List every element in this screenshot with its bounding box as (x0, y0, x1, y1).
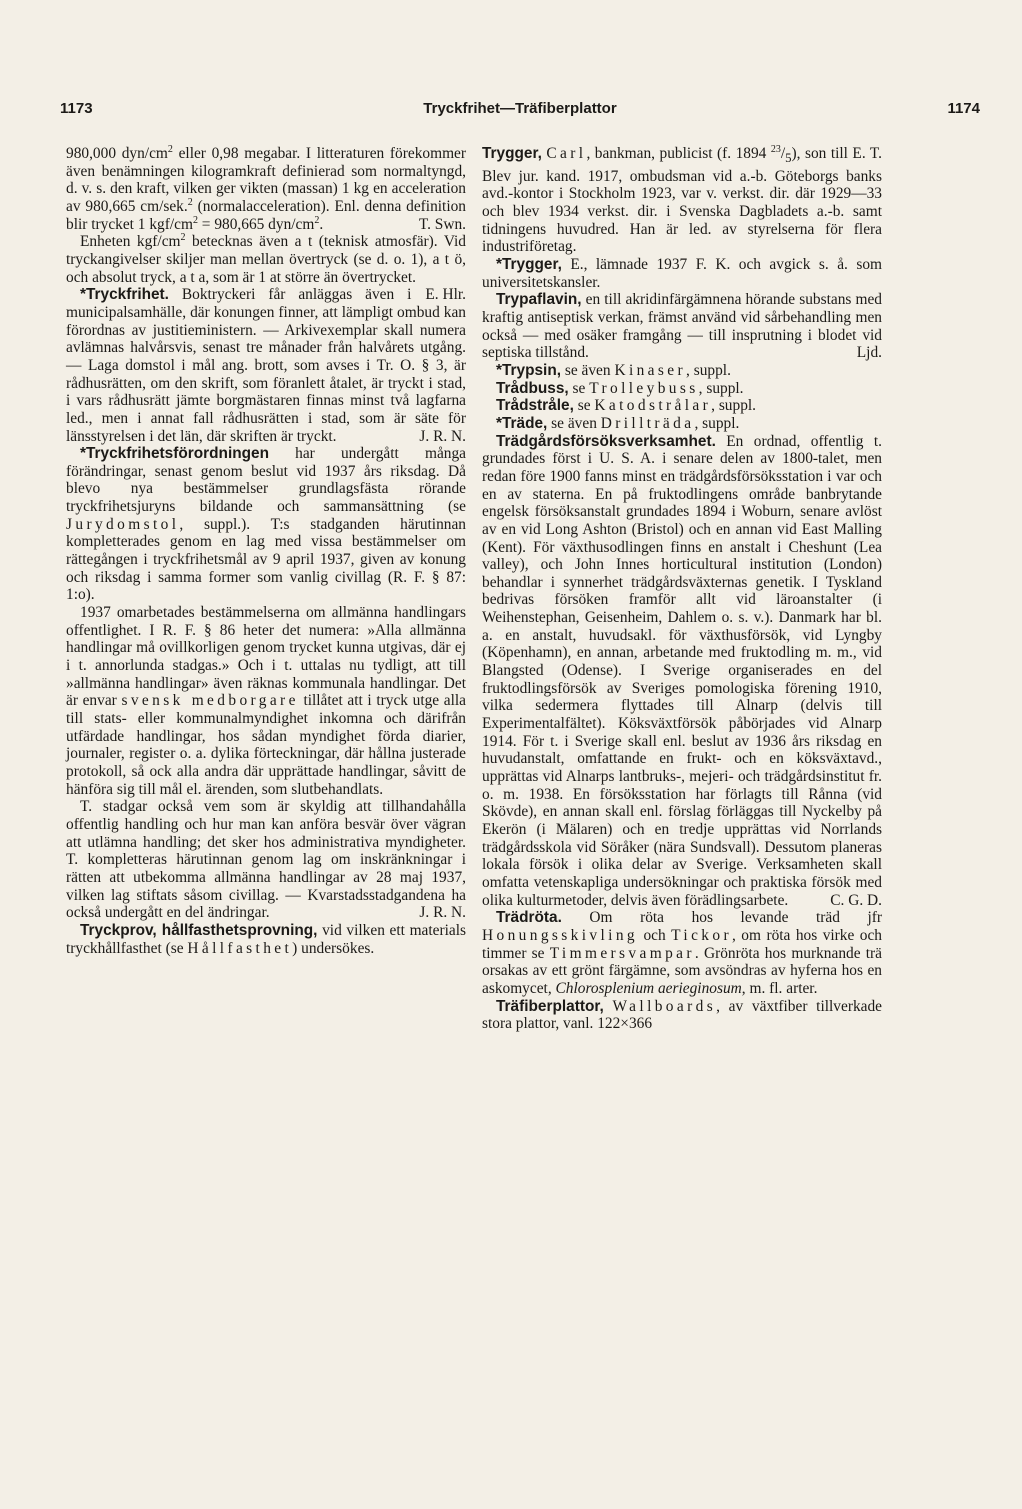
cross-reference: Timmersvampar (549, 944, 695, 962)
entry-tryck-continuation: 980,000 dyn/$cm^2$ eller 0,98 megabar. I litteraturen förekommer även benämningen kilogramkraft definierad som normaltyngd, d. v. s. den kraft, vilken ger vikten (massan) 1 kg en acceleration av 980,665 cm/sek.$^2$ (normalacceleration). Enl. denna definition blir trycket 1 kgf/$cm^2 = 980,665$ dyn/$cm^2$. T. Swn. (66, 143, 466, 233)
headword: *Träde, (496, 414, 548, 432)
headword: *Tryckfrihet. (80, 286, 169, 304)
headword: Träfiberplattor, (496, 997, 604, 1015)
headword: Trädgårdsförsöksverksamhet. (496, 432, 716, 450)
right-column (482, 145, 882, 1033)
headword: Trygger, (482, 145, 542, 162)
cross-reference: Kinaser (614, 361, 687, 379)
entry-tradgardsforsoksverksamhet: Trädgårdsförsöksverksamhet. En ordnad, offentlig t. grundades först i U. S. A. i senare delen av 1800-talet, men redan före 1900 fanns minst en trädgårdsförsöksstation i var och en av staterna. En på fruktodlingens område banbrytande engelsk försöksanstalt grundades 1894 i Woburn, senare avlöst av en vid Long Ashton (Bristol) och en annan vid East Malling (Kent). För växthusodlingen finns en anstalt i Cheshunt (Lea valley), och John Innes horticultural institution (London) behandlar i synnerhet trädgårdsväxternas genetik. I Tyskland bedrivas försöken framför allt vid läroanstalter (i Weihenstephan, Geisenheim, Dahlem o. s. v.). Danmark har bl. a. en anstalt, huvudsakl. för växthusförsök, vid Lyngby (Köpenhamn), en annan, arbetande med fruktodling m. m., vid Blangsted (Odense). I Sverige organiserades en del fruktodlingsförsök av Sveriges pomologiska förening 1910, vilka sedermera flyttades till Alnarp (delvis till Experimentalfältet). Köksväxtförsök påbörjades vid Alnarp 1914. För t. i Sverige skall enl. beslut av 1936 års riksdag en huvudanstalt, omfattande en frukt- och en köksväxtavd., upprättas vid Alnarps lantbruks-, mejeri- och trädgårdsinstitut fr. o. m. 1938. En försöksstation har förlagts till Rånna (vid Skövde), en annan skall enl. förslag förläggas till Nyckelby på Ekerön (i Mälaren) och en tredje upprättas vid Norrlands trädgårdsskola vid Söråker (nära Sundsvall). Dessutom planeras lokala försök i olika delar av Sverige. Verksamheten skall omfatta vetenskapliga undersökningar och praktiska försök med olika kulturmetoder, delvis även förädlingsarbete. C. G. D. (482, 432, 882, 909)
cross-reference: Honungsskivling (482, 926, 638, 944)
page-header (60, 100, 980, 120)
cross-reference: Trolleybuss (589, 379, 699, 397)
headword: Trådbuss, (496, 379, 569, 397)
spaced-text: Wallboards (612, 997, 717, 1015)
entry-tradrota: Trädröta. Om röta hos levande träd jfr Honungsskivling och Tickor, om röta hos virke och timmer se Timmersvampar. Grönröta hos murknande trä orsakas av ett grönt färgämne, som avsöndras av hyferna hos en askomycet, Chlorosplenium aerieginosum, m. fl. arter. (482, 909, 883, 997)
signature: T. Swn. (418, 215, 466, 233)
left-column (66, 145, 466, 957)
spaced-text: svensk medborgare (121, 692, 299, 710)
cross-reference: Jurydomstol (66, 515, 180, 533)
entry-tryckprov: Tryckprov, hållfasthetsprovning, vid vilken ett materials tryckhållfasthet (se Hållfasthet) undersökes. (66, 921, 466, 957)
entry-trafiberplattor: Träfiberplattor, Wallboards, av växtfiber tillverkade stora plattor, vanl. 122×366 (482, 997, 882, 1033)
entry-tradbuss: Trådbuss, se Trolleybuss, suppl. (496, 379, 744, 397)
headword: *Trypsin, (496, 361, 562, 379)
headword: *Tryckfrihetsförordningen (80, 445, 269, 463)
headword: Trädröta. (496, 909, 562, 927)
page-number-right: 1174 (947, 100, 980, 117)
headword: Trypaflavin, (496, 291, 582, 309)
entry-trypaflavin: Trypaflavin, en till akridinfärgämnena hörande substans med kraftig antiseptisk verkan, främst använd vid sårbehandling men också — med osäker framgång — till insprutning i blodet vid septiska tillstånd. Ljd. (482, 291, 882, 362)
entry-trypsin: *Trypsin, se även Kinaser, suppl. (496, 361, 731, 379)
signature: J. R. N. (419, 427, 466, 445)
entry-paragraph: T. stadgar också vem som är skyldig att tillhandahålla offentlig handling och hur man kan anföra besvär över vägran att utlämna handling; det sker hos administrativa myndigheter. T. kompletteras härutinnan genom lag om inskränkningar i rätten att utbekomma allmänna handlingar av 28 maj 1937, vilken lag stiftats såsom civillag. — Kvarstadsstadgandena ha också undergått en del ändringar. J. R. N. (66, 798, 466, 922)
entry-trade: *Träde, se även Drillträda, suppl. (496, 414, 740, 432)
entry-trygger-carl: Trygger, Carl, bankman, publicist (f. 1894 $^{23}/_5$), son till E. T. Blev jur. kand. 1917, ombudsman vid a.-b. Göteborgs banks avd.-kontor i Stockholm 1923, var v. verkst. dir. där 1929—33 och blev 1934 verkst. dir. i Svenska Dagbladets a.-b. samt tidningens huvudred. Han är led. av styrelserna för flera industriföretag. (482, 143, 882, 256)
page-number-left: 1173 (60, 100, 93, 117)
cross-reference: Hållfasthet (187, 939, 293, 957)
headword: Trådstråle, (496, 397, 574, 415)
cross-reference: Drillträda (600, 414, 695, 432)
entry-paragraph: 1937 omarbetades bestämmelserna om allmänna handlingars offentlighet. I R. F. § 86 heter det numera: »Alla allmänna handlingar må ovillkorligen genom trycket kunna utgivas, där ej i t. annorlunda stadgas.» Och i t. uttalas nu tydligt, att till »allmänna handlingar» även räknas kommunala handlingar. Det är envar svensk medborgare tillåtet att i tryck utge alla till stats- eller kommunalmyndighet inkomna och därifrån utfärdade handlingar, hos sådan myndighet förda diarier, journaler, register o. a. dylika förteckningar, där hållna justerade protokoll, så ock alla andra där upprättade handlingar, såvitt de hänföra sig till mål el. ärenden, som slutbehandlats. (66, 604, 466, 798)
entry-tradstrale: Trådstråle, se Katodstrålar, suppl. (496, 397, 757, 415)
entry-tryckfrihetsforordningen: *Tryckfrihetsförordningen har undergått många förändringar, senast genom beslut vid 1937 års riksdag. Då blevo nya bestämmelser grundlagsfästa rörande tryckfrihetsjuryns bildande och sammansättning (se Jurydomstol, suppl.). T:s stadganden härutinnan kompletterades genom en lag med vissa bestämmelser om rättegången i tryckfrihetsmål av 9 april 1937, given av konung och riksdag i samma former som vanlig civillag (R. F. § 87: 1:o). (66, 445, 466, 604)
spaced-name: Carl (546, 145, 587, 162)
entry-tryckfrihet: *Tryckfrihet. Boktryckeri får anläggas även i municipalsamhälle, där konungen finner, att lämpligt ombud kan förordnas av justitieministern. — Arkivexemplar skall numera avlämnas halvårsvis, senast tre månader från halvårets utgång. — Laga domstol i mål ang. brott, som avses i Tr. O. § 3, är rådhusrätten, om den skrift, som föranlett åtalet, är tryckt i stad, i vars rådhusrätt jämte borgmästaren finnas minst två lagfarna led., men i annat fall rådhusrätten i stad, som är säte för länsstyrelsen i det län, där skriften är tryckt. J. R. N. (66, 286, 466, 445)
headword: Tryckprov, hållfasthetsprovning, (80, 921, 318, 939)
cross-reference: Katodstrålar (594, 397, 712, 415)
species-name: Chlorosplenium aerieginosum (555, 979, 742, 997)
headword: *Trygger, (496, 256, 562, 274)
signature: J. R. N. (419, 904, 466, 922)
cross-reference: Tickor (671, 926, 732, 944)
signature: C. G. D. (830, 891, 882, 909)
entry-trygger-e: *Trygger, E., lämnade 1937 F. K. och avgick s. å. som universitetskansler. (482, 256, 882, 291)
running-title: Tryckfrihet—Träfiberplattor (423, 100, 617, 117)
signature: Ljd. (856, 344, 882, 362)
signature: E. Hlr. (425, 286, 466, 304)
entry-tryck-at: Enheten kgf/$cm^2$ betecknas även a t (teknisk atmosfär). Vid tryckangivelser skiljer man mellan övertryck (se d. o. 1), a t ö, och absolut tryck, a t a, som är 1 at större än övertrycket. E. Hlr. (66, 232, 466, 304)
